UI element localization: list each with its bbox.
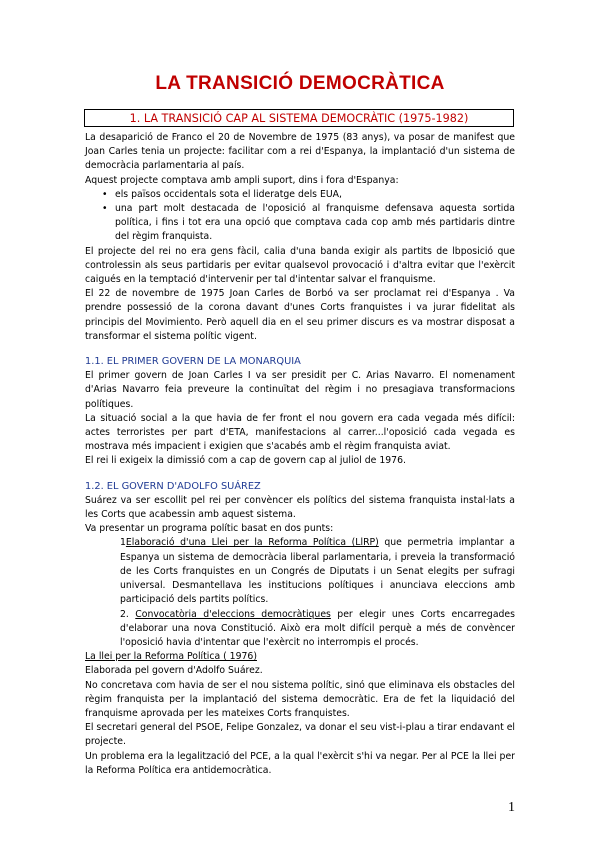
- sub1-paragraph-1: El primer govern de Joan Carles I va ser presidit per C. Arias Navarro. El nomenament d'Arias Navarro feia preveure la continuïtat del règim i no presagiava transformacions polítiques.: [85, 370, 515, 410]
- subsection-heading-1-2: 1.2. EL GOVERN D'ADOLFO SUÁREZ: [85, 480, 261, 492]
- point-number: 2.: [120, 608, 136, 620]
- point-text: per elegir unes Corts encarregades d'elaborar una nova Constitució. Això era molt difícil perquè a més de convèncer l'oposició havia d'intentar que l'exèrcit no interrompis el procés.: [120, 608, 515, 648]
- point-text: que permetria implantar a Espanya un sistema de democràcia liberal parlamentaria, i preveia la transformació de les Corts franquistes en un Congrés de Diputats i un Senat elegits per sufragi universal. Desmantellava les institucions polítiques i anunciava eleccions amb participació dels partits polítics.: [120, 537, 515, 606]
- list-item: • una part molt destacada de l'oposició al franquisme defensava aquesta sortida política, i fins i tot era una opció que comptava cada cop amb més partidaris dintre del règim franquista.: [85, 202, 515, 245]
- list-item: • els països occidentals sota el lideratge dels EUA,: [85, 188, 515, 202]
- sub2-paragraph-2: Va presentar un programa polític basat en dos punts:: [85, 523, 334, 535]
- page-number: 1: [508, 800, 515, 815]
- sub1-paragraph-3: El rei li exigeix la dimissió com a cap de govern cap al juliol de 1976.: [85, 455, 406, 467]
- intro-paragraph-2: Aquest projecte comptava amb ampli suport, dins i fora d'Espanya:: [85, 174, 399, 186]
- intro-paragraph-1: La desaparició de Franco el 20 de Novembre de 1975 (83 anys), va posar de manifest que Joan Carles tenia un projecte: facilitar com a rei d'Espanya, la implantació d'un sistema de democràcia parlamentaria al país.: [85, 132, 515, 172]
- llei-heading: La llei per la Reforma Política ( 1976): [85, 651, 257, 663]
- llei-paragraph-4: Un problema era la legalització del PCE, a la qual l'exèrcit s'hi va negar. Per al PCE la llei per la Reforma Política era antidemocràtica.: [85, 750, 515, 776]
- llei-paragraph-1: Elaborada pel govern d'Adolfo Suárez.: [85, 665, 263, 677]
- intro-paragraph-3: El projecte del rei no era gens fàcil, calia d'una banda exigir als partits de lbposició que controlessin als seus partidaris per evitar qualsevol provocació i d'altra evitar que l'exèrcit caigués en la temptació d'intervenir per tal d'intentar salvar el franquisme.: [85, 245, 515, 286]
- llrp-term: Elaboració d'una Llei per la Reforma Política (LlRP): [125, 537, 379, 549]
- point-number: 1: [120, 537, 126, 549]
- section-header-box: 1. LA TRANSICIÓ CAP AL SISTEMA DEMOCRÀTIC (1975-1982): [84, 109, 514, 127]
- sub1-paragraph-2: La situació social a la que havia de fer front el nou govern era cada vegada més difícil: actes terroristes per part d'ETA, manifestacions al carrer...l'oposició cada vegada es mostrava més impacient i exigien que s'acabés amb el règim franquista aviat.: [85, 412, 515, 453]
- page-title: LA TRANSICIÓ DEMOCRÀTICA: [155, 73, 445, 94]
- subsection-heading-1-1: 1.1. EL PRIMER GOVERN DE LA MONARQUIA: [85, 356, 301, 368]
- program-point-2: [85, 608, 515, 651]
- support-list: [85, 188, 515, 245]
- llei-paragraph-2: No concretava com havia de ser el nou sistema polític, sinó que eliminava els obstacles del règim franquista per la implantació del sistema democràtic. Era de fet la liquidació del franquisme aprovada per les mateixes Corts franquistes.: [85, 679, 515, 719]
- sub2-paragraph-1: Suárez va ser escollit pel rei per convèncer els polítics del sistema franquista instal·lats a les Corts que acabessin amb aquest sistema.: [85, 494, 515, 521]
- llei-paragraph-3: El secretari general del PSOE, Felipe Gonzalez, va donar el seu vist-i-plau a tirar endavant el projecte.: [85, 722, 515, 748]
- program-point-1: [85, 536, 515, 607]
- intro-paragraph-4: El 22 de novembre de 1975 Joan Carles de Borbó va ser proclamat rei d'Espanya . Va prendre possessió de la corona davant d'unes Corts franquistes i va jurar fidelitat als principis del Movimiento. Però aquell dia en el seu primer discurs es va mostrar disposat a transformar el sistema polític vigent.: [85, 288, 515, 342]
- document-body: [85, 131, 515, 778]
- elections-term: Convocatòria d'eleccions democràtiques: [135, 608, 331, 620]
